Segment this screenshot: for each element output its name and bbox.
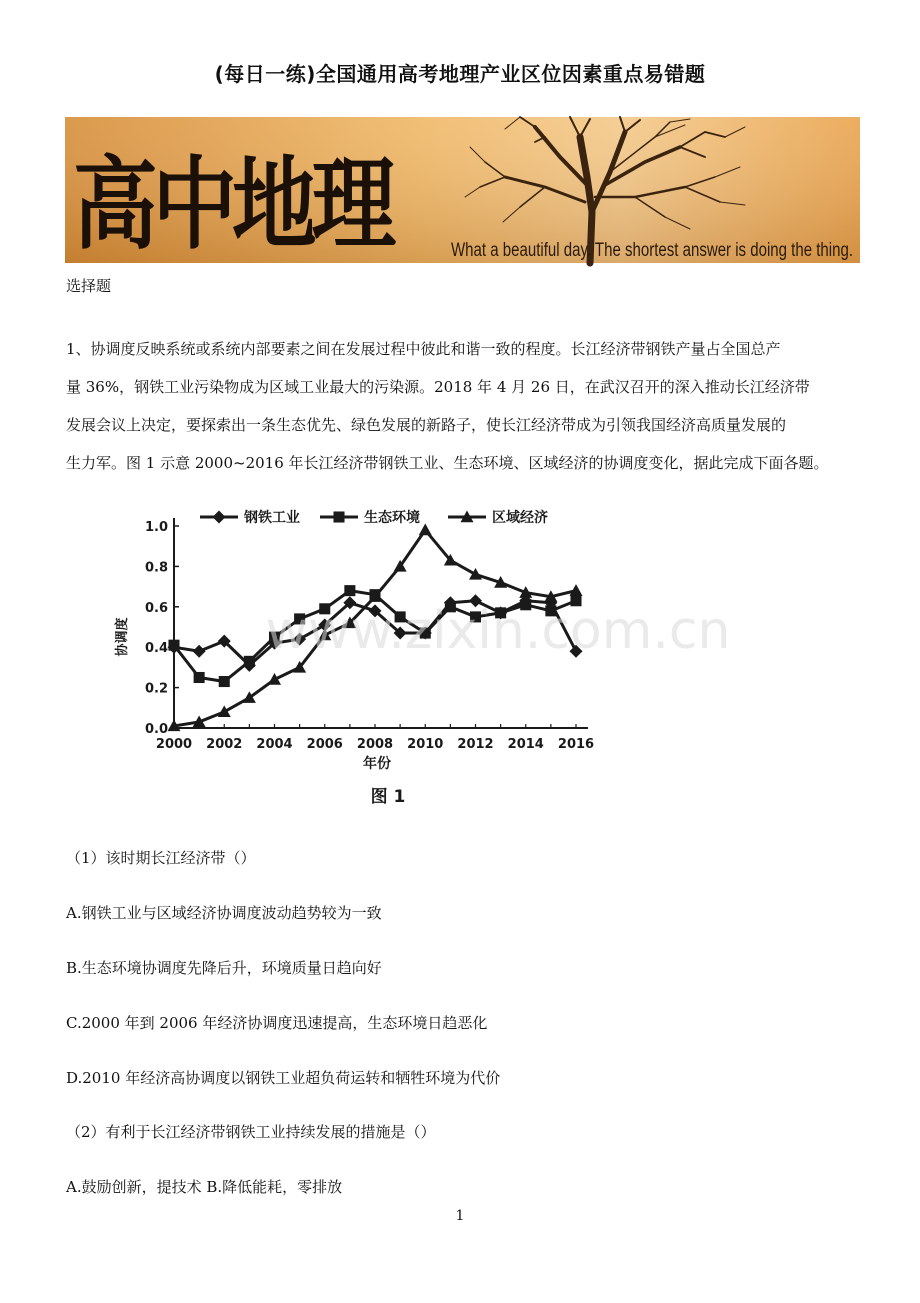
x-tick-label: 2000 [155,737,193,752]
legend-label: 区域经济 [492,510,548,526]
question-line: 量 36%，钢铁工业污染物成为区域工业最大的污染源。2018 年 4 月 26 日，在武汉召开的深入推动长江经济带 [66,378,810,396]
data-point [570,584,583,596]
data-point [419,524,432,536]
data-point [469,568,482,580]
x-axis-label: 年份 [363,756,391,772]
watermark: www.zixin.com.cn [265,601,731,661]
legend-marker [213,511,226,524]
question-line: 发展会议上决定，要探索出一条生态优先、绿色发展的新路子，使长江经济带成为引领我国经济高质量发展的 [66,416,787,434]
sub-question-1-stem: （1）该时期长江经济带（） [66,849,256,867]
x-tick-label: 2012 [457,737,494,752]
question-line: 生力军。图 1 示意 2000~2016 年长江经济带钢铁工业、生态环境、区域经济的协调度变化，据此完成下面各题。 [66,454,829,472]
x-tick-label: 2010 [407,737,444,752]
y-tick-label: 0.8 [144,560,168,576]
banner-title: 高中地理 [73,145,397,263]
banner-image [65,117,860,263]
page-number: 1 [455,1208,465,1224]
option-1c: C.2000 年到 2006 年经济协调度迅速提高，生态环境日趋恶化 [66,1014,488,1032]
data-point [244,656,255,667]
y-tick-label: 0.4 [144,641,168,657]
data-point [193,645,206,658]
options-2ab: A.鼓励创新，提技术 B.降低能耗，零排放 [66,1178,343,1196]
legend-label: 生态环境 [364,510,420,526]
page-title: (每日一练)全国通用高考地理产业区位因素重点易错题 [214,62,706,86]
y-axis-label: 协调度 [115,617,130,657]
y-tick-label: 1.0 [144,520,168,535]
question-stem [66,330,866,482]
y-tick-label: 0.2 [144,681,168,697]
x-tick-label: 2002 [206,737,243,752]
x-tick-label: 2016 [557,737,595,752]
option-1b: B.生态环境协调度先降后升，环境质量日趋向好 [66,959,382,977]
x-tick-label: 2008 [356,737,394,752]
option-1a: A.钢铁工业与区域经济协调度波动趋势较为一致 [66,904,382,922]
sub-question-2-stem: （2）有利于长江经济带钢铁工业持续发展的措施是（） [66,1123,436,1141]
coordination-chart [108,500,731,820]
y-tick-label: 0.6 [144,600,168,616]
x-tick-label: 2006 [306,737,343,752]
option-1d: D.2010 年经济高协调度以钢铁工业超负荷运转和牺牲环境为代价 [66,1069,501,1087]
x-tick-label: 2004 [256,737,293,752]
data-point [194,672,205,683]
y-tick-label: 0.0 [144,722,168,737]
data-point [344,585,355,596]
data-point [168,640,179,651]
figure-caption: 图 1 [370,787,406,807]
banner-caption: What a beautiful day. The shortest answer is doing the thing. [451,240,853,261]
legend-marker [333,511,344,522]
question-line: 1、协调度反映系统或系统内部要素之间在发展过程中彼此和谐一致的程度。长江经济带钢铁产量占全国总产 [66,340,781,358]
section-label: 选择题 [66,277,112,295]
data-point [218,705,231,717]
x-tick-label: 2014 [507,737,544,752]
data-point [219,676,230,687]
legend-label: 钢铁工业 [244,510,300,526]
